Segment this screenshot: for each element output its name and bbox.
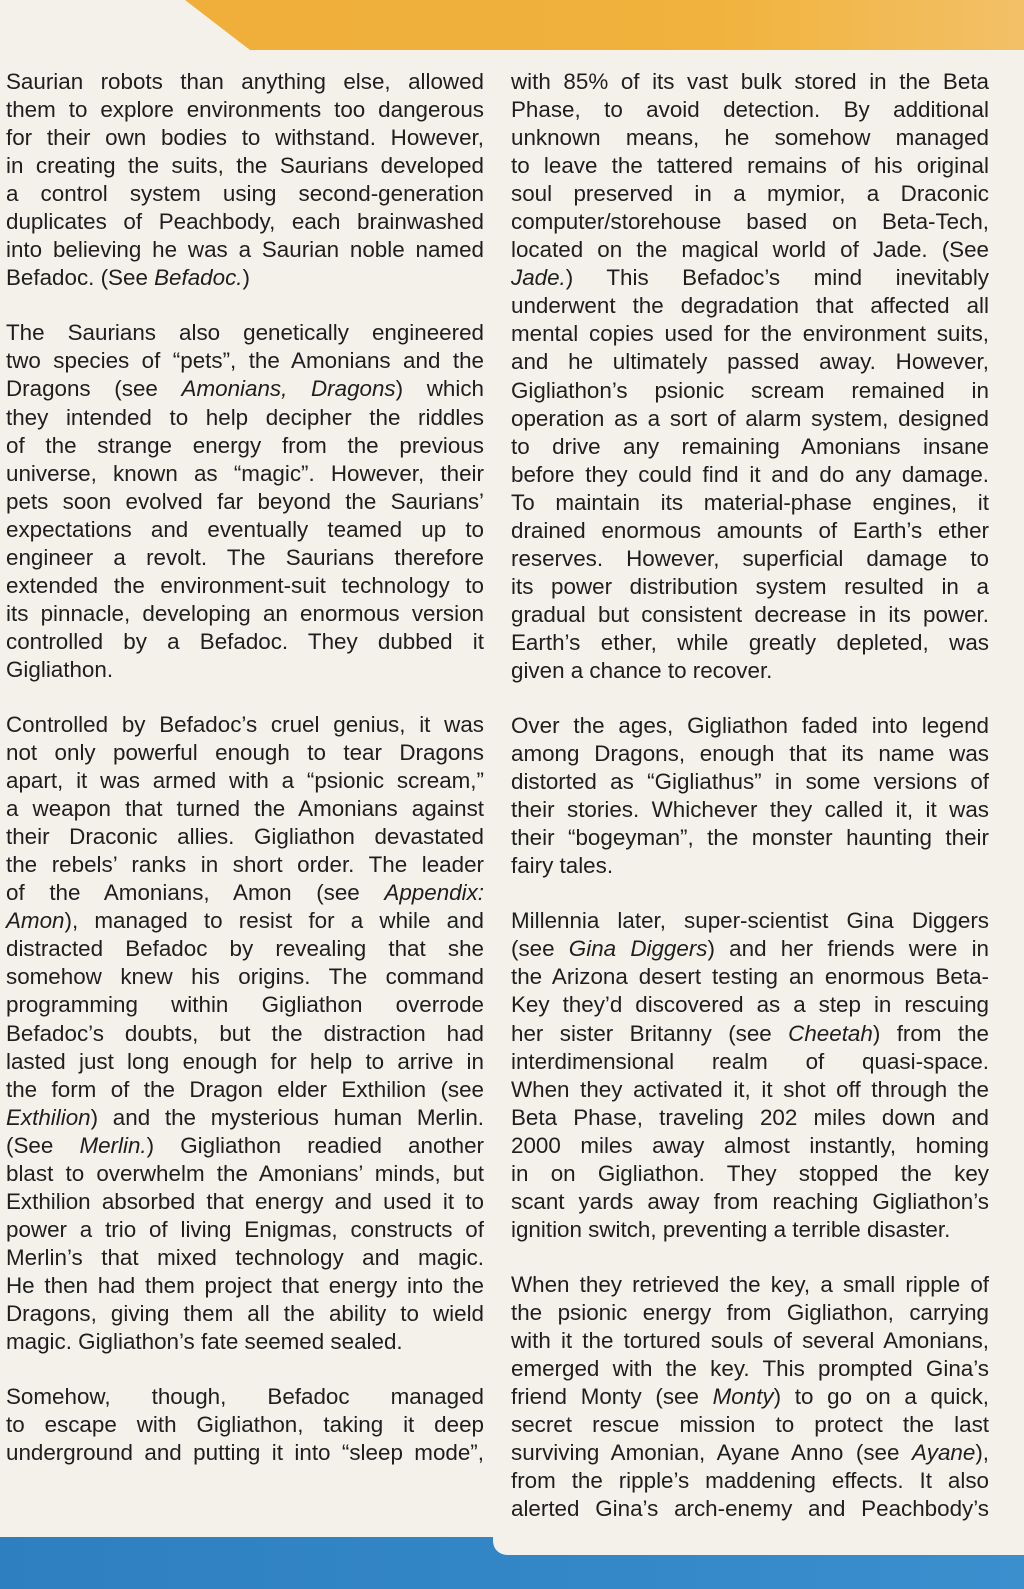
text-line bbox=[6, 600, 484, 628]
text-run: 2000 miles away almost instantly, homing bbox=[511, 1132, 989, 1158]
text-run: drained enormous amounts of Earth’s ether bbox=[511, 517, 989, 543]
text-line bbox=[6, 1272, 484, 1300]
text-line bbox=[6, 96, 484, 124]
text-line bbox=[511, 601, 989, 629]
text-run: pets soon evolved far beyond the Saurians’ bbox=[6, 488, 484, 514]
text-run: universe, known as “magic”. However, their bbox=[6, 460, 484, 486]
text-run: for their own bodies to withstand. However, bbox=[6, 125, 484, 151]
text-line bbox=[6, 795, 484, 823]
text-run: among Dragons, enough that its name was bbox=[511, 741, 989, 767]
text-line bbox=[511, 1271, 989, 1299]
text-run: its power distribution system resulted in a bbox=[511, 573, 989, 599]
text-line bbox=[511, 517, 989, 545]
text-line bbox=[511, 236, 989, 264]
text-run: apart, it was armed with a “psionic scream,” bbox=[6, 768, 484, 794]
text-run: Gigliathon. bbox=[6, 656, 114, 682]
text-line bbox=[6, 1383, 484, 1411]
text-line bbox=[511, 1495, 989, 1523]
text-line bbox=[6, 1411, 484, 1439]
text-line bbox=[6, 488, 484, 516]
text-run: magic. Gigliathon’s fate seemed sealed. bbox=[6, 1329, 403, 1355]
text-run: ) which bbox=[395, 376, 484, 402]
text-line bbox=[511, 824, 989, 852]
text-run: alerted Gina’s arch-enemy and Peachbody’s bbox=[511, 1496, 989, 1522]
text-line bbox=[511, 208, 989, 236]
text-run: to drive any remaining Amonians insane bbox=[511, 433, 989, 459]
text-run: distorted as “Gigliathus” in some versions of bbox=[511, 769, 989, 795]
paragraph bbox=[511, 1271, 989, 1523]
text-run: ) from the bbox=[872, 1020, 989, 1046]
text-run: underground and putting it into “sleep mode”, bbox=[6, 1440, 484, 1466]
text-line bbox=[511, 1160, 989, 1188]
text-run: The Saurians also genetically engineered bbox=[6, 320, 484, 346]
text-line bbox=[6, 1132, 484, 1160]
text-line bbox=[511, 1104, 989, 1132]
text-run: controlled by a Befadoc. They dubbed it bbox=[6, 628, 484, 654]
paragraph bbox=[511, 68, 989, 685]
text-run: in creating the suits, the Saurians developed bbox=[6, 153, 484, 179]
text-run: with 85% of its vast bulk stored in the Beta bbox=[511, 69, 989, 94]
text-line bbox=[6, 823, 484, 851]
paragraph bbox=[6, 68, 484, 292]
text-line bbox=[511, 433, 989, 461]
text-run: ), bbox=[975, 1440, 989, 1466]
text-line bbox=[511, 1439, 989, 1467]
cross-reference: Befadoc. bbox=[154, 265, 243, 291]
text-run: Merlin’s that mixed technology and magic. bbox=[6, 1244, 484, 1270]
text-run: He then had them project that energy into the bbox=[6, 1272, 484, 1298]
text-line bbox=[6, 180, 484, 208]
text-run: reserves. However, superficial damage to bbox=[511, 545, 989, 571]
text-line bbox=[511, 1299, 989, 1327]
text-run: to leave the tattered remains of his original bbox=[511, 153, 989, 179]
text-run: Over the ages, Gigliathon faded into legend bbox=[511, 713, 989, 739]
text-run: Earth’s ether, while greatly depleted, was bbox=[511, 629, 989, 655]
text-run: mental copies used for the environment suits, bbox=[511, 321, 989, 347]
text-line bbox=[6, 347, 484, 375]
text-line bbox=[511, 124, 989, 152]
cross-reference: Gina Diggers bbox=[568, 936, 708, 962]
text-line bbox=[511, 152, 989, 180]
text-line bbox=[6, 1160, 484, 1188]
text-run: Key they’d discovered as a step in rescuing bbox=[511, 992, 989, 1018]
text-line bbox=[6, 991, 484, 1019]
text-line bbox=[511, 657, 989, 685]
text-line bbox=[511, 1355, 989, 1383]
text-run: fairy tales. bbox=[511, 853, 614, 879]
text-run: located on the magical world of Jade. (See bbox=[511, 237, 989, 263]
paragraph bbox=[6, 711, 484, 1356]
text-line bbox=[511, 180, 989, 208]
text-run: their “bogeyman”, the monster haunting their bbox=[511, 825, 989, 851]
text-run: the rebels’ ranks in short order. The leader bbox=[6, 852, 484, 878]
cross-reference: Amonians, Dragons bbox=[181, 376, 396, 402]
text-line bbox=[511, 1076, 989, 1104]
text-line bbox=[6, 1076, 484, 1104]
text-run: Befadoc. (See bbox=[6, 265, 155, 291]
paragraph bbox=[511, 712, 989, 880]
text-run: expectations and eventually teamed up to bbox=[6, 516, 484, 542]
text-line bbox=[511, 348, 989, 376]
text-run: Saurian robots than anything else, allowed bbox=[6, 69, 484, 94]
text-line bbox=[511, 461, 989, 489]
text-run: their Draconic allies. Gigliathon devastated bbox=[6, 824, 484, 850]
text-run: the psionic energy from Gigliathon, carrying bbox=[511, 1299, 989, 1325]
text-run: Somehow, though, Befadoc managed bbox=[6, 1384, 484, 1410]
text-line bbox=[6, 1300, 484, 1328]
text-line bbox=[6, 1439, 484, 1467]
text-run: and he ultimately passed away. However, bbox=[511, 349, 989, 375]
text-run: interdimensional realm of quasi-space. bbox=[511, 1048, 989, 1074]
text-run: (See bbox=[6, 1132, 80, 1158]
text-line bbox=[511, 377, 989, 405]
text-line bbox=[6, 907, 484, 935]
text-run: underwent the degradation that affected all bbox=[511, 293, 989, 319]
text-line bbox=[6, 1104, 484, 1132]
text-run: blast to overwhelm the Amonians’ minds, but bbox=[6, 1160, 484, 1186]
cross-reference: Exthilion bbox=[6, 1104, 91, 1130]
text-run: in on Gigliathon. They stopped the key bbox=[511, 1160, 989, 1186]
text-line bbox=[6, 1020, 484, 1048]
text-run: extended the environment-suit technology to bbox=[6, 572, 484, 598]
text-line bbox=[6, 375, 484, 403]
text-line bbox=[6, 963, 484, 991]
text-line bbox=[511, 320, 989, 348]
text-run: from the ripple’s maddening effects. It also bbox=[511, 1468, 989, 1494]
text-run: friend Monty (see bbox=[511, 1384, 713, 1410]
text-run: lasted just long enough for help to arrive in bbox=[6, 1048, 484, 1074]
text-run: they intended to help decipher the riddles bbox=[6, 404, 484, 430]
text-line bbox=[6, 935, 484, 963]
text-run: of the Amonians, Amon (see bbox=[6, 880, 385, 906]
text-line bbox=[511, 740, 989, 768]
text-run: ) and the mysterious human Merlin. bbox=[90, 1104, 484, 1130]
text-run: of the strange energy from the previous bbox=[6, 432, 484, 458]
text-line bbox=[511, 1327, 989, 1355]
text-line bbox=[6, 1328, 484, 1356]
text-run: not only powerful enough to tear Dragons bbox=[6, 740, 484, 766]
text-run: before they could find it and do any damage. bbox=[511, 461, 989, 487]
text-line bbox=[6, 1216, 484, 1244]
text-line bbox=[6, 572, 484, 600]
text-run: computer/storehouse based on Beta-Tech, bbox=[511, 209, 989, 235]
text-line bbox=[6, 404, 484, 432]
text-line bbox=[6, 1188, 484, 1216]
text-run: unknown means, he somehow managed bbox=[511, 125, 989, 151]
right-column bbox=[511, 68, 989, 1550]
text-line bbox=[6, 628, 484, 656]
text-line bbox=[511, 768, 989, 796]
text-line bbox=[511, 1188, 989, 1216]
text-line bbox=[6, 432, 484, 460]
cross-reference: Ayane bbox=[912, 1440, 976, 1466]
text-run: to escape with Gigliathon, taking it deep bbox=[6, 1412, 484, 1438]
text-run: Phase, to avoid detection. By additional bbox=[511, 97, 989, 123]
text-run: ) to go on a quick, bbox=[773, 1384, 989, 1410]
text-run: scant yards away from reaching Gigliathon’s bbox=[511, 1188, 989, 1214]
text-run: them to explore environments too dangerous bbox=[6, 97, 484, 123]
paragraph bbox=[6, 1383, 484, 1467]
text-line bbox=[511, 1467, 989, 1495]
text-run: the Arizona desert testing an enormous Beta- bbox=[511, 964, 989, 990]
text-run: When they activated it, it shot off through the bbox=[511, 1076, 989, 1102]
text-line bbox=[6, 152, 484, 180]
text-line bbox=[511, 852, 989, 880]
text-line bbox=[6, 656, 484, 684]
left-column bbox=[6, 68, 484, 1494]
bottom-page-tab bbox=[493, 1537, 1024, 1555]
text-run: with it the tortured souls of several Amonians, bbox=[511, 1327, 989, 1353]
text-line bbox=[6, 208, 484, 236]
text-run: two species of “pets”, the Amonians and the bbox=[6, 348, 484, 374]
text-line bbox=[6, 544, 484, 572]
cross-reference: Cheetah bbox=[788, 1020, 873, 1046]
text-run: their stories. Whichever they called it, it was bbox=[511, 797, 989, 823]
text-run: Controlled by Befadoc’s cruel genius, it was bbox=[6, 711, 484, 737]
text-run: power a trio of living Enigmas, constructs of bbox=[6, 1216, 484, 1242]
text-run: emerged with the key. This prompted Gina’s bbox=[511, 1356, 989, 1382]
text-line bbox=[511, 907, 989, 935]
text-run: ) bbox=[242, 265, 250, 291]
text-line bbox=[511, 68, 989, 96]
text-line bbox=[6, 711, 484, 739]
text-run: soul preserved in a mymior, a Draconic bbox=[511, 181, 989, 207]
text-line bbox=[511, 573, 989, 601]
text-run: gradual but consistent decrease in its power. bbox=[511, 601, 989, 627]
text-run: somehow knew his origins. The command bbox=[6, 964, 484, 990]
text-line bbox=[511, 1132, 989, 1160]
text-line bbox=[511, 489, 989, 517]
text-line bbox=[511, 712, 989, 740]
text-line bbox=[511, 264, 989, 292]
text-run: When they retrieved the key, a small ripple of bbox=[511, 1271, 989, 1297]
text-run: Millennia later, super-scientist Gina Diggers bbox=[511, 908, 989, 934]
text-line bbox=[6, 236, 484, 264]
text-run: the form of the Dragon elder Exthilion (see bbox=[6, 1076, 484, 1102]
text-run: (see bbox=[511, 936, 569, 962]
text-run: Dragons (see bbox=[6, 376, 182, 402]
text-run: her sister Britanny (see bbox=[511, 1020, 789, 1046]
text-run: engineer a revolt. The Saurians therefore bbox=[6, 544, 484, 570]
text-run: distracted Befadoc by revealing that she bbox=[6, 936, 484, 962]
cross-reference: Amon bbox=[6, 908, 65, 934]
text-run: Gigliathon’s psionic scream remained in bbox=[511, 377, 989, 403]
text-line bbox=[6, 264, 484, 292]
text-run: ignition switch, preventing a terrible disaster. bbox=[511, 1216, 951, 1242]
text-line bbox=[511, 545, 989, 573]
cross-reference: Merlin. bbox=[79, 1132, 147, 1158]
text-line bbox=[511, 963, 989, 991]
text-line bbox=[6, 739, 484, 767]
text-line bbox=[511, 1383, 989, 1411]
cross-reference: Appendix: bbox=[384, 880, 484, 906]
text-run: secret rescue mission to protect the last bbox=[511, 1412, 989, 1438]
text-line bbox=[6, 1048, 484, 1076]
text-run: Dragons, giving them all the ability to wield bbox=[6, 1300, 484, 1326]
text-line bbox=[6, 460, 484, 488]
text-line bbox=[511, 629, 989, 657]
text-run: ) Gigliathon readied another bbox=[146, 1132, 484, 1158]
text-line bbox=[511, 405, 989, 433]
text-line bbox=[6, 851, 484, 879]
text-line bbox=[6, 68, 484, 96]
text-line bbox=[6, 516, 484, 544]
text-run: Exthilion absorbed that energy and used it to bbox=[6, 1188, 484, 1214]
text-run: operation as a sort of alarm system, designed bbox=[511, 405, 989, 431]
text-line bbox=[511, 1216, 989, 1244]
text-line bbox=[6, 767, 484, 795]
text-line bbox=[511, 935, 989, 963]
text-line bbox=[511, 96, 989, 124]
text-run: Befadoc’s doubts, but the distraction had bbox=[6, 1020, 484, 1046]
paragraph bbox=[511, 907, 989, 1244]
text-run: ), managed to resist for a while and bbox=[64, 908, 484, 934]
cross-reference: Jade. bbox=[511, 265, 566, 291]
text-line bbox=[511, 292, 989, 320]
text-line bbox=[6, 879, 484, 907]
text-line bbox=[511, 1411, 989, 1439]
text-run: into believing he was a Saurian noble named bbox=[6, 237, 484, 263]
text-run: a control system using second-generation bbox=[6, 181, 484, 207]
text-run: Beta Phase, traveling 202 miles down and bbox=[511, 1104, 989, 1130]
text-run: surviving Amonian, Ayane Anno (see bbox=[511, 1440, 913, 1466]
text-run: programming within Gigliathon overrode bbox=[6, 992, 484, 1018]
text-line bbox=[6, 1244, 484, 1272]
cross-reference: Monty bbox=[712, 1384, 774, 1410]
text-run: given a chance to recover. bbox=[511, 657, 773, 683]
text-run: a weapon that turned the Amonians against bbox=[6, 796, 484, 822]
text-line bbox=[511, 796, 989, 824]
text-line bbox=[511, 991, 989, 1019]
text-run: ) and her friends were in bbox=[707, 936, 989, 962]
text-run: To maintain its material-phase engines, it bbox=[511, 489, 989, 515]
text-run: duplicates of Peachbody, each brainwashed bbox=[6, 209, 484, 235]
text-line bbox=[511, 1048, 989, 1076]
text-run: ) This Befadoc’s mind inevitably bbox=[565, 265, 989, 291]
text-line bbox=[6, 319, 484, 347]
text-run: its pinnacle, developing an enormous version bbox=[6, 600, 484, 626]
text-line bbox=[511, 1020, 989, 1048]
text-line bbox=[6, 124, 484, 152]
paragraph bbox=[6, 319, 484, 684]
